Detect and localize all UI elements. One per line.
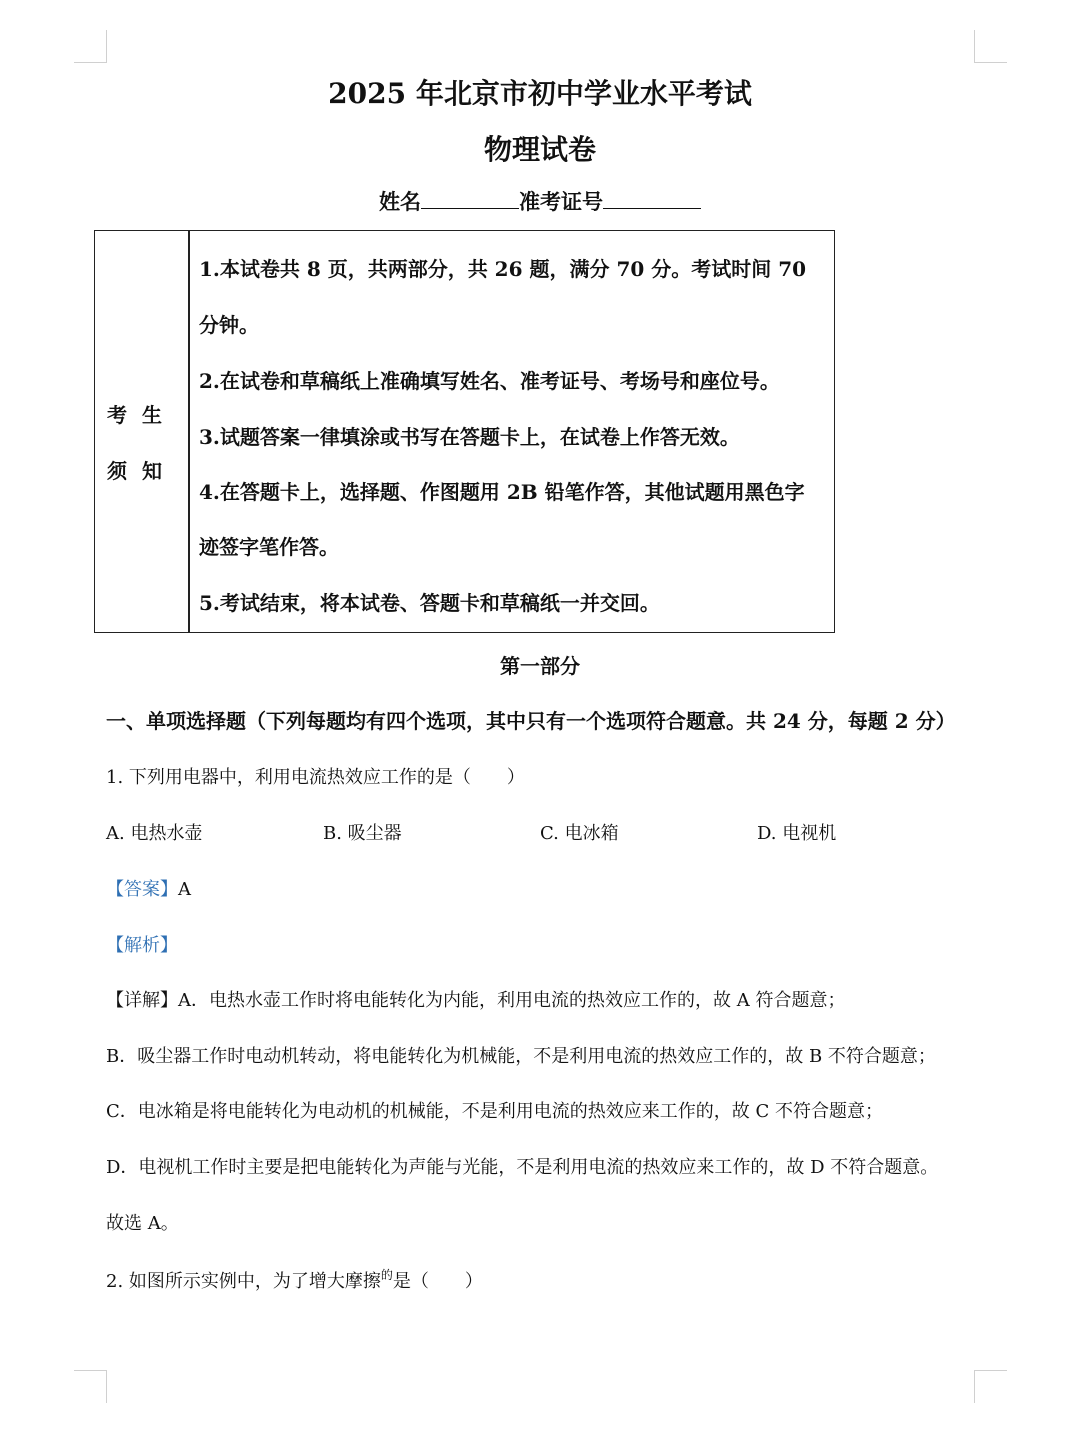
q1-option-d: D. 电视机 [757, 823, 837, 844]
page-corner-mark [74, 30, 107, 63]
detail-tag: 【详解】 [106, 990, 178, 1011]
page-corner-mark [974, 1370, 1007, 1403]
detail-conclusion: 故选 A。 [106, 1213, 179, 1234]
detail-text: A．电热水壶工作时将电能转化为内能，利用电流的热效应工作的，故 A 符合题意； [178, 990, 846, 1011]
q1-option-a: A. 电热水壶 [106, 823, 203, 844]
detail-line: C．电冰箱是将电能转化为电动机的机械能，不是利用电流的热效应来工作的，故 C 不符合题意； [106, 1101, 883, 1122]
candidate-info-row [0, 186, 1080, 216]
notice-line: 5.考试结束，将本试卷、答题卡和草稿纸一并交回。 [199, 591, 660, 615]
notice-line: 分钟。 [199, 313, 259, 337]
exam-subtitle: 物理试卷 [483, 133, 596, 166]
notice-line: 2.在试卷和草稿纸上准确填写姓名、准考证号、考场号和座位号。 [199, 369, 780, 393]
q2-stem-sup: 的 [380, 1268, 393, 1282]
exam-title: 2025 年北京市初中学业水平考试 [328, 77, 752, 110]
notice-line: 1.本试卷共 8 页，共两部分，共 26 题，满分 70 分。考试时间 70 [199, 257, 807, 281]
q1-answer [106, 875, 191, 901]
notice-label: 考 生 须 知 [107, 403, 166, 483]
notice-line: 迹签字笔作答。 [199, 535, 339, 559]
name-blank [421, 188, 519, 209]
notice-line: 4.在答题卡上，选择题、作图题用 2B 铅笔作答，其他试题用黑色字 [199, 480, 805, 504]
detail-line [106, 986, 845, 1012]
question-2-stem [106, 1266, 483, 1293]
page-corner-mark [74, 1370, 107, 1403]
name-label: 姓名 [379, 189, 421, 214]
detail-line: B．吸尘器工作时电动机转动，将电能转化为机械能，不是利用电流的热效应工作的，故 B 不符合题意； [106, 1046, 936, 1067]
part-title: 第一部分 [500, 654, 580, 678]
page-corner-mark [974, 30, 1007, 63]
analysis-tag: 【解析】 [106, 935, 178, 956]
notice-line: 3.试题答案一律填涂或书写在答题卡上，在试卷上作答无效。 [199, 425, 740, 449]
q1-option-b: B. 吸尘器 [323, 823, 402, 844]
id-label: 准考证号 [519, 189, 603, 214]
answer-value: A [178, 879, 191, 900]
id-blank [603, 188, 701, 209]
candidate-notice-box [94, 230, 835, 633]
q1-option-c: C. 电冰箱 [540, 823, 619, 844]
q2-stem-end: 是（ ） [392, 1271, 483, 1292]
section-heading: 一、单项选择题（下列每题均有四个选项，其中只有一个选项符合题意。共 24 分，每题 2 分） [106, 709, 956, 733]
answer-tag: 【答案】 [106, 879, 178, 900]
q2-stem-start: 2. 如图所示实例中，为了增大摩擦 [106, 1271, 381, 1292]
notice-divider [188, 231, 190, 632]
question-1-stem: 1. 下列用电器中，利用电流热效应工作的是（ ） [106, 767, 525, 788]
detail-line: D．电视机工作时主要是把电能转化为声能与光能，不是利用电流的热效应来工作的，故 D 不符合题意。 [106, 1157, 939, 1178]
